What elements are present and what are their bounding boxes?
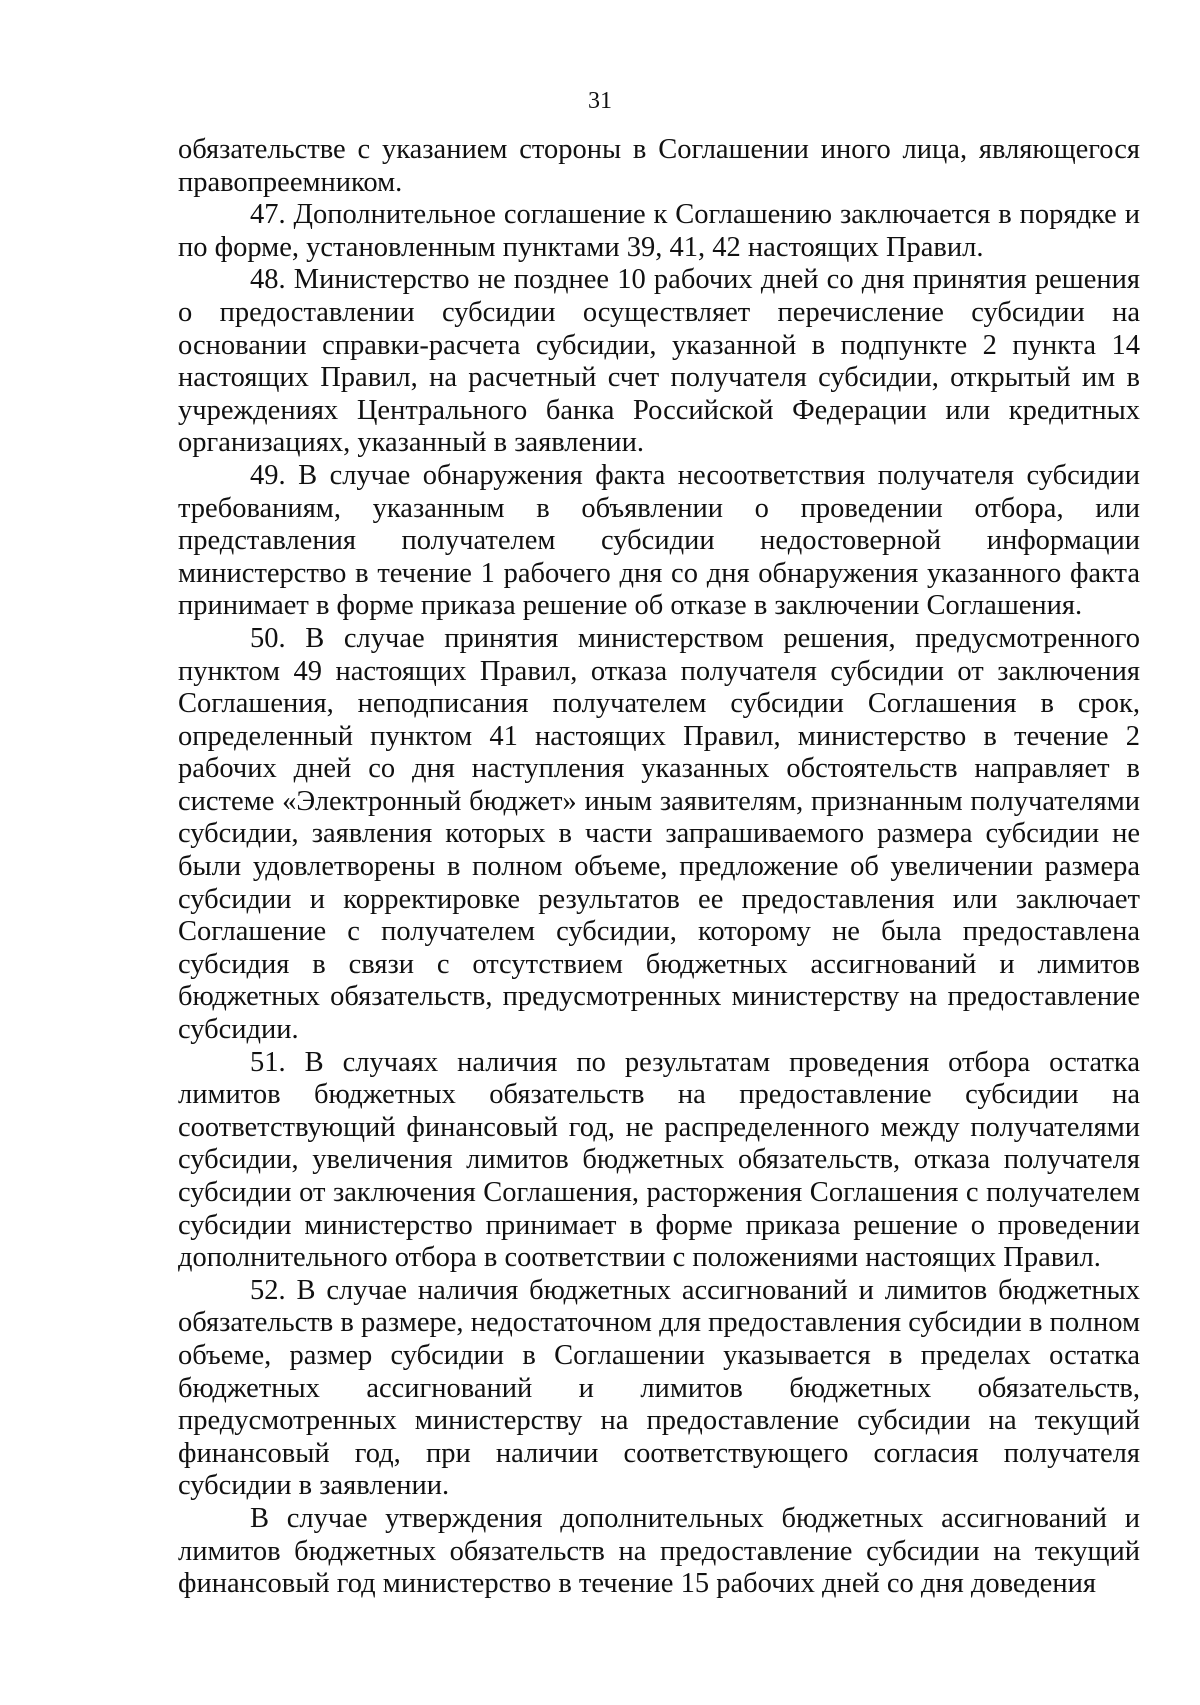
paragraph: 47. Дополнительное соглашение к Соглашению заключается в порядке и по форме, установленным пунктами 39, 41, 42 настоящих Правил. <box>178 199 1140 263</box>
paragraph: 51. В случаях наличия по результатам проведения отбора остатка лимитов бюджетных обязательств на предоставление субсидии на соответствующий финансовый год, не распределенного между получателями субсидии, увеличения лимитов бюджетных обязательств, отказа получателя субсидии от заключения Соглашения, расторжения Соглашения с получателем субсидии министерство принимает в форме приказа решение о проведении дополнительного отбора в соответствии с положениями настоящих Правил. <box>178 1046 1140 1274</box>
paragraph: В случае утверждения дополнительных бюджетных ассигнований и лимитов бюджетных обязательств на предоставление субсидии на текущий финансовый год министерство в течение 15 рабочих дней со дня доведения <box>178 1502 1140 1600</box>
document-body <box>178 134 1140 1601</box>
paragraph: 49. В случае обнаружения факта несоответствия получателя субсидии требованиям, указанным в объявлении о проведении отбора, или представления получателем субсидии недостоверной информации министерство в течение 1 рабочего дня со дня обнаружения указанного факта принимает в форме приказа решение об отказе в заключении Соглашения. <box>178 459 1140 622</box>
paragraph: 48. Министерство не позднее 10 рабочих дней со дня принятия решения о предоставлении субсидии осуществляет перечисление субсидии на основании справки-расчета субсидии, указанной в подпункте 2 пункта 14 настоящих Правил, на расчетный счет получателя субсидии, открытый им в учреждениях Центрального банка Российской Федерации или кредитных организациях, указанный в заявлении. <box>178 264 1140 459</box>
paragraph: 50. В случае принятия министерством решения, предусмотренного пунктом 49 настоящих Правил, отказа получателя субсидии от заключения Соглашения, неподписания получателем субсидии Соглашения в срок, определенный пунктом 41 настоящих Правил, министерство в течение 2 рабочих дней со дня наступления указанных обстоятельств направляет в системе «Электронный бюджет» иным заявителям, признанным получателями субсидии, заявления которых в части запрашиваемого размера субсидии не были удовлетворены в полном объеме, предложение об увеличении размера субсидии и корректировке результатов ее предоставления или заключает Соглашение с получателем субсидии, которому не была предоставлена субсидия в связи с отсутствием бюджетных ассигнований и лимитов бюджетных обязательств, предусмотренных министерству на предоставление субсидии. <box>178 622 1140 1046</box>
paragraph: 52. В случае наличия бюджетных ассигнований и лимитов бюджетных обязательств в размере, недостаточном для предоставления субсидии в полном объеме, размер субсидии в Соглашении указывается в пределах остатка бюджетных ассигнований и лимитов бюджетных обязательств, предусмотренных министерству на предоставление субсидии на текущий финансовый год, при наличии соответствующего согласия получателя субсидии в заявлении. <box>178 1274 1140 1502</box>
paragraph: обязательстве с указанием стороны в Соглашении иного лица, являющегося правопреемником. <box>178 134 1140 198</box>
page-number: 31 <box>588 88 612 114</box>
